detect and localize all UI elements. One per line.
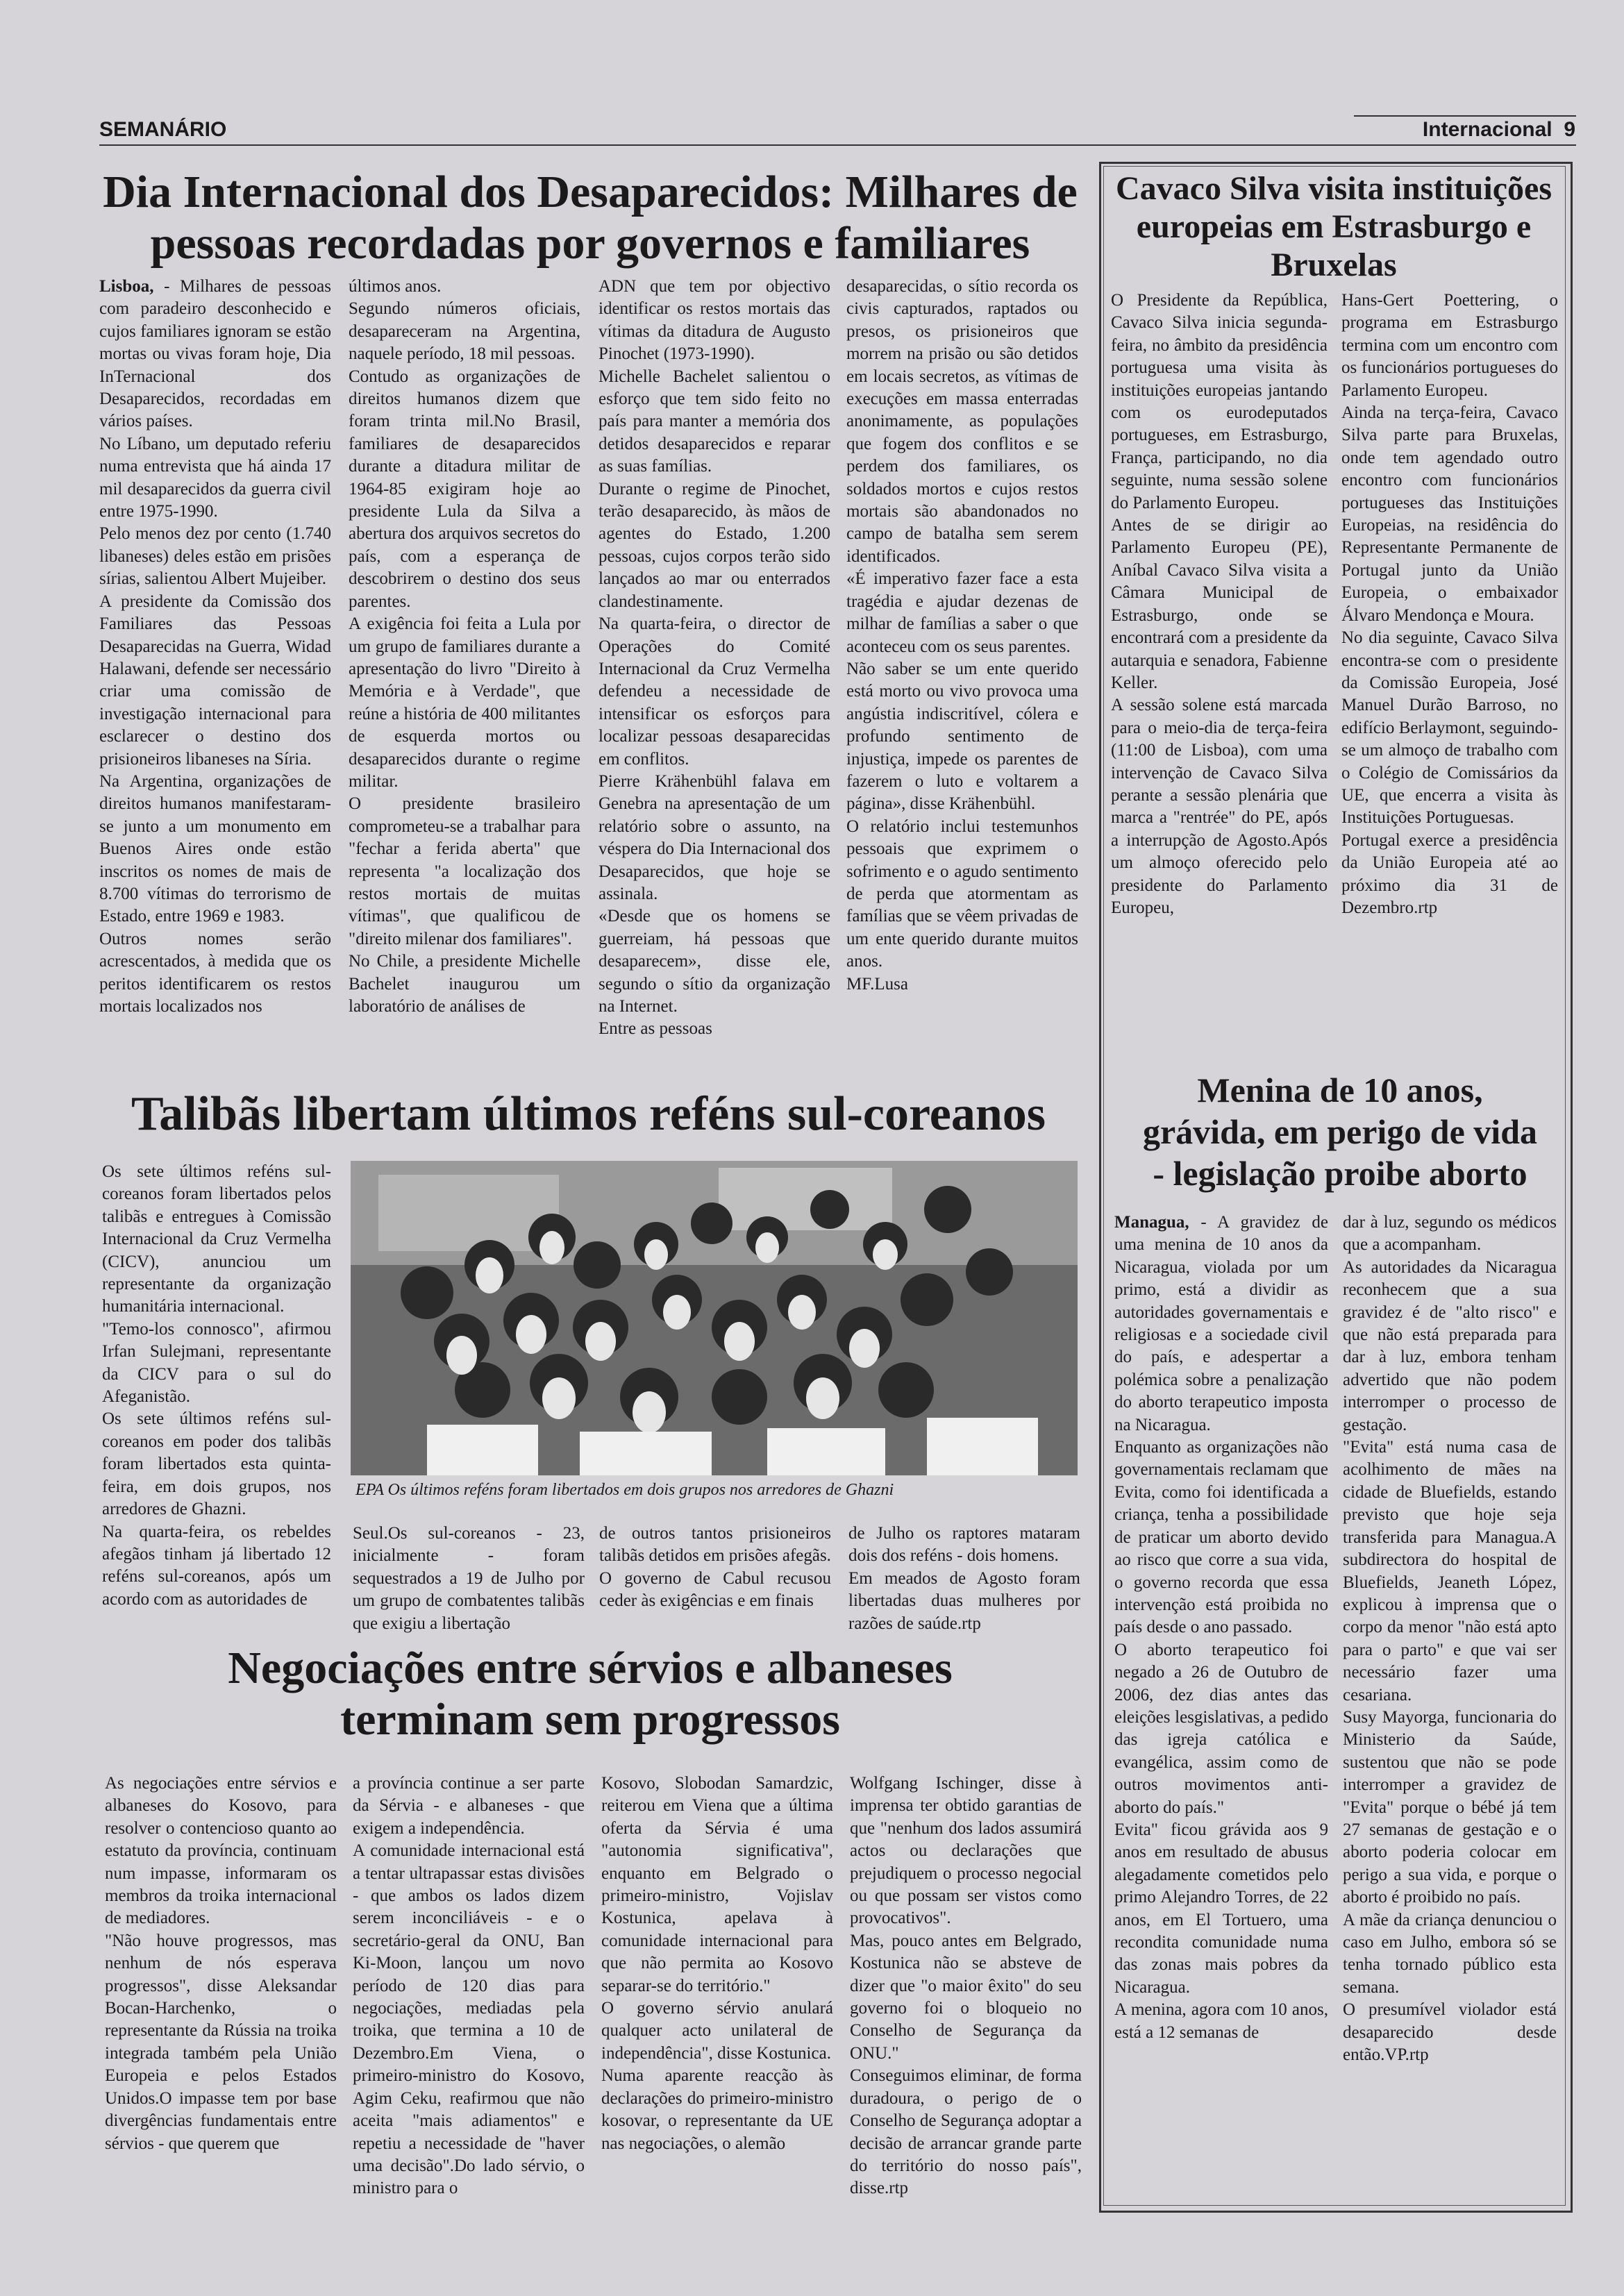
sidebar-article2-dateline: Managua, — [1114, 1213, 1189, 1232]
sidebar-article1-column-2: Hans-Gert Poettering, o programa em Estrasburgo termina com um encontro com os funcionários portugueses do Parlamento Europeu. Ainda na terça-feira, Cavaco Silva parte para Bruxelas, onde tem agendado outro encontro com funcionários portugueses das Instituições Europeias, na residência do Representante Permanente de Portugal junto da União Europeia, o embaixador Álvaro Mendonça e Moura. No dia seguinte, Cavaco Silva encontra-se com o presidente da Comissão Europeia, José Manuel Durão Barroso, no edifício Berlaymont, seguindo-se um almoço de trabalho com o Colégio de Comissários da UE, que encerra a visita às Instituições Portuguesas. Portugal exerce a presidência da União Europeia até ao próximo dia 31 de Dezembro.rtp — [1341, 291, 1558, 917]
page-number: 9 — [1564, 118, 1575, 141]
article2-headline: Talibãs libertam últimos reféns sul-coreanos — [131, 1087, 1046, 1141]
article1-column-4: desaparecidas, o sítio recorda os civis capturados, raptados ou presos, os prisioneiros que morrem na prisão ou são detidos em locais secretos, as vítimas de execuções em massa enterradas anonimamente, as populações que fogem dos conflitos e se perdem dos familiares, os soldados mortos e cujos restos mortais são abandonados no campo de batalha sem serem identificados. «É imperativo fazer face a esta tragédia e ajudar dezenas de milhar de famílias a saber o que aconteceu com os seus parentes. Não saber se um ente querido está morto ou vivo provoca uma angústia indiscritível, cólera e profundo sentimento de injustiça, impede os parentes de fazerem o luto e voltarem a página», disse Krähenbühl. O relatório inclui testemunhos pessoais que exprimem o sofrimento e o agudo sentimento de perda que atormentam as famílias que se vêem privadas de um ente querido durante muitos anos. MF.Lusa — [846, 277, 1078, 994]
section-header — [1423, 118, 1575, 142]
article3-column-4: Wolfgang Ischinger, disse à imprensa ter obtido garantias de que "nenhum dos lados assumirá actos ou declarações que prejudiquem o processo negocial ou que possam ser vistos como provocativos". Mas, pouco antes em Belgrado, Kostunica não se absteve de dizer que "o maior êxito" do seu governo foi o bloqueio no Conselho de Segurança da ONU." Conseguimos eliminar, de forma duradoura, o perigo de o Conselho de Segurança adoptar a decisão de arrancar grande parte do território do nosso país", disse.rtp — [850, 1774, 1082, 2198]
sidebar-article1-column-1: O Presidente da República, Cavaco Silva inicia segunda-feira, no âmbito da presidência portuguesa uma visita às instituições europeias jantando com os eurodeputados portugueses, em Estrasburgo, França, participando, no dia seguinte, numa sessão solene do Parlamento Europeu. Antes de se dirigir ao Parlamento Europeu (PE), Aníbal Cavaco Silva visita a Câmara Municipal de Estrasburgo, onde se encontrará com a presidente da autarquia e senadora, Fabienne Keller. A sessão solene está marcada para o meio-dia de terça-feira (11:00 de Lisboa), com uma intervenção de Cavaco Silva perante a sessão plenária que marca a "rentrée" do PE, após a interrupção de Agosto.Após um almoço oferecido pelo presidente do Parlamento Europeu, — [1111, 291, 1328, 917]
article1-column-2: últimos anos. Segundo números oficiais, desapareceram na Argentina, naquele período, 18 mil pessoas. Contudo as organizações de direitos humanos dizem que foram trinta mil.No Brasil, familiares de desaparecidos durante a ditadura militar de 1964-85 exigiram hoje ao presidente Lula da Silva a abertura dos arquivos secretos do país, com a esperança de descobrirem o destino dos seus parentes. A exigência foi feita a Lula por um grupo de familiares durante a apresentação do livro "Direito à Memória e à Verdade", que reúne a história de 400 militantes de esquerda mortos ou desaparecidos durante o regime militar. O presidente brasileiro comprometeu-se a trabalhar para "fechar a ferida aberta" que representa "a localização dos restos mortais de muitas vítimas", que qualificou de "direito milenar dos familiares". No Chile, a presidente Michelle Bachelet inaugurou um laboratório de análises de — [349, 277, 580, 1016]
article3-column-1: As negociações entre sérvios e albaneses do Kosovo, para resolver o contencioso quanto ao estatuto da província, continuam num impasse, informaram os membros da troika internacional de mediadores. "Não houve progressos, mas nenhum de nós esperava progressos", disse Aleksandar Bocan-Harchenko, o representante da Rússia na troika integrada também pela União Europeia e pelos Estados Unidos.O impasse tem por base divergências fundamentais entre sérvios - que querem que — [105, 1774, 337, 2153]
photo-illustration — [351, 1161, 1078, 1475]
article2-column-3: de outros tantos prisioneiros talibãs detidos em prisões afegãs. O governo de Cabul recusou ceder às exigências e em finais — [599, 1524, 831, 1611]
article3-column-3: Kosovo, Slobodan Samardzic, reiterou em Viena que a última oferta da Sérvia é uma "autonomia significativa", enquanto em Belgrado o primeiro-ministro, Vojislav Kostunica, apelava à comunidade internacional para que não permita ao Kosovo separar-se do território." O governo sérvio anulará qualquer acto unilateral de independência", disse Kostunica. Numa aparente reacção às declarações do primeiro-ministro kosovar, o representante da UE nas negociações, o alemão — [601, 1774, 833, 2153]
sidebar-article2-column-1 — [1114, 1212, 1328, 2197]
sidebar-article2-column-2: dar à luz, segundo os médicos que a acompanham. As autoridades da Nicaragua reconhecem que a sua gravidez é de "alto risco" e que não está preparada para dar à luz, embora tenham advertido que não podem interromper o processo de gestação. "Evita" está numa casa de acolhimento de mães na cidade de Bluefields, estando previsto que hoje seja transferida para Managua.A subdirectora do hospital de Bluefields, Jeaneth López, explicou à imprensa que o corpo da menor "não está apto para o parto" e que vai ser necessário fazer uma cesariana. Susy Mayorga, funcionaria do Ministerio da Saúde, sustentou que não se pode interromper a gravidez de "Evita" porque o bébé já tem 27 semanas de gestação e o aborto poderia colocar em perigo a sua vida, e porque o aborto é proibido no país. A mãe da criança denunciou o caso em Julho, embora só se tenha tornado público esta semana. O presumível violador está desaparecido desde então.VP.rtp — [1343, 1213, 1557, 2065]
article2-column-2: Seul.Os sul-coreanos - 23, inicialmente - foram sequestrados a 19 de Julho por um grupo de combatentes talibãs que exigiu a libertação — [353, 1524, 585, 1633]
article1-column-3: ADN que tem por objectivo identificar os restos mortais das vítimas da ditadura de Augusto Pinochet (1973-1990). Michelle Bachelet salientou o esforço que tem sido feito no país para manter a memória dos detidos desaparecidos e reparar as suas famílias. Durante o regime de Pinochet, terão desaparecido, às mãos de agentes do Estado, 1.200 pessoas, cujos corpos terão sido lançados ao mar ou enterrados clandestinamente. Na quarta-feira, o director de Operações do Comité Internacional da Cruz Vermelha defendeu a necessidade de intensificar os esforços para localizar pessoas desaparecidas em conflitos. Pierre Krähenbühl falava em Genebra na apresentação de um relatório sobre o assunto, na véspera do Dia Internacional dos Desaparecidos, que hoje se assinala. «Desde que os homens se guerreiam, há pessoas que desaparecem», disse ele, segundo o sítio da organização na Internet. Entre as pessoas — [598, 277, 830, 1039]
article1-dateline: Lisboa, — [99, 277, 154, 296]
article3-headline: Negociações entre sérvios e albaneses terminam sem progressos — [228, 1643, 953, 1745]
article3-column-2: a província continue a ser parte da Sérvia - e albaneses - que exigem a independência. A comunidade internacional está a tentar ultrapassar estas divisões - que ambos os lados dizem serem inconciliáveis - e o secretário-geral da ONU, Ban Ki-Moon, lançou um novo período de 120 dias para negociações, mediadas pela troika, que termina a 10 de Dezembro.Em Viena, o primeiro-ministro do Kosovo, Agim Ceku, reafirmou que não aceita "mais adiamentos" e repetiu a necessidade de "haver uma decisão".Do lado sérvio, o ministro para o — [353, 1774, 585, 2198]
article2-column-1: Os sete últimos reféns sul-coreanos foram libertados pelos talibãs e entregues à Comissão Internacional da Cruz Vermelha (CICV), anunciou um representante da organização humanitária internacional. "Temo-los connosco", afirmou Irfan Sulejmani, representante da CICV para o sul do Afeganistão. Os sete últimos reféns sul-coreanos em poder dos talibãs foram libertados esta quinta-feira, em dois grupos, nos arredores de Ghazni. Na quarta-feira, os rebeldes afegãos tinham já libertado 12 reféns sul-coreanos, após um acordo com as autoridades de — [102, 1162, 331, 1609]
sidebar-article2-column-1-text: - A gravidez de uma menina de 10 anos da Nicaragua, violada por um primo, está a dividir as autoridades governamentais e religiosas e a sociedade civil do país, e adespertar a polémica sobre a penalização do aborto terapeutico imposta na Nicaragua. Enquanto as organizações não governamentais reclamam que Evita, como foi identificada a criança, tenha a possibilidade de praticar um aborto devido ao risco que corre a sua vida, o governo recorda que essa intervenção está proibida no país desde o ano passado. O aborto terapeutico foi negado a 26 de Outubro de 2006, dez dias antes das eleições lesgislativas, a pedido das igreja católica e evangélica, assim como de outros movimentos anti-aborto do país." Evita" ficou grávida aos 9 anos em resultado de abusus alegadamente cometidos pelo primo Alejandro Torres, de 22 anos, em El Tortuero, uma recondita comunidade numa das zonas mais pobres da Nicaragua. A menina, agora com 10 anos, está a 12 semanas de — [1114, 1213, 1328, 2042]
section-name: Internacional — [1422, 118, 1552, 141]
header-rule — [99, 144, 1576, 146]
photo-caption: EPA Os últimos reféns foram libertados em dois grupos nos arredores de Ghazni — [355, 1481, 894, 1499]
header-rule-top — [1354, 115, 1576, 117]
hostages-group-photo — [351, 1161, 1078, 1475]
sidebar-article2-headline: Menina de 10 anos, grávida, em perigo de vida - legislação proibe aborto — [1142, 1071, 1538, 1193]
publication-name: SEMANÁRIO — [99, 118, 227, 141]
article1-column-1-text: - Milhares de pessoas com paradeiro desconhecido e cujos familiares ignoram se estão mortas ou vivas foram hoje, Dia InTernacional dos Desaparecidos, recordadas em vários países. No Líbano, um deputado referiu numa entrevista que há ainda 17 mil desaparecidos da guerra civil entre 1975-1990. Pelo menos dez por cento (1.740 libaneses) deles estão em prisões sírias, salientou Albert Mujeiber. A presidente da Comissão dos Familiares das Pessoas Desaparecidas na Guerra, Widad Halawani, defende ser necessário criar uma comissão de investigação internacional para esclarecer o destino dos prisioneiros libaneses na Síria. Na Argentina, organizações de direitos humanos manifestaram-se junto a um monumento em Buenos Aires onde estão inscritos os nomes de mais de 8.700 vítimas do terrorismo de Estado, entre 1969 e 1983. Outros nomes serão acrescentados, à medida que os peritos identificarem os restos mortais localizados nos — [99, 277, 331, 1016]
article1-headline: Dia Internacional dos Desaparecidos: Milhares de pessoas recordadas por governos e familiares — [103, 167, 1078, 269]
article1-column-1 — [99, 276, 331, 1082]
sidebar-article1-headline: Cavaco Silva visita instituições europeias em Estrasburgo e Bruxelas — [1115, 170, 1552, 284]
article2-column-4: de Julho os raptores mataram dois dos reféns - dois homens. Em meados de Agosto foram libertadas duas mulheres por razões de saúde.rtp — [848, 1524, 1080, 1633]
